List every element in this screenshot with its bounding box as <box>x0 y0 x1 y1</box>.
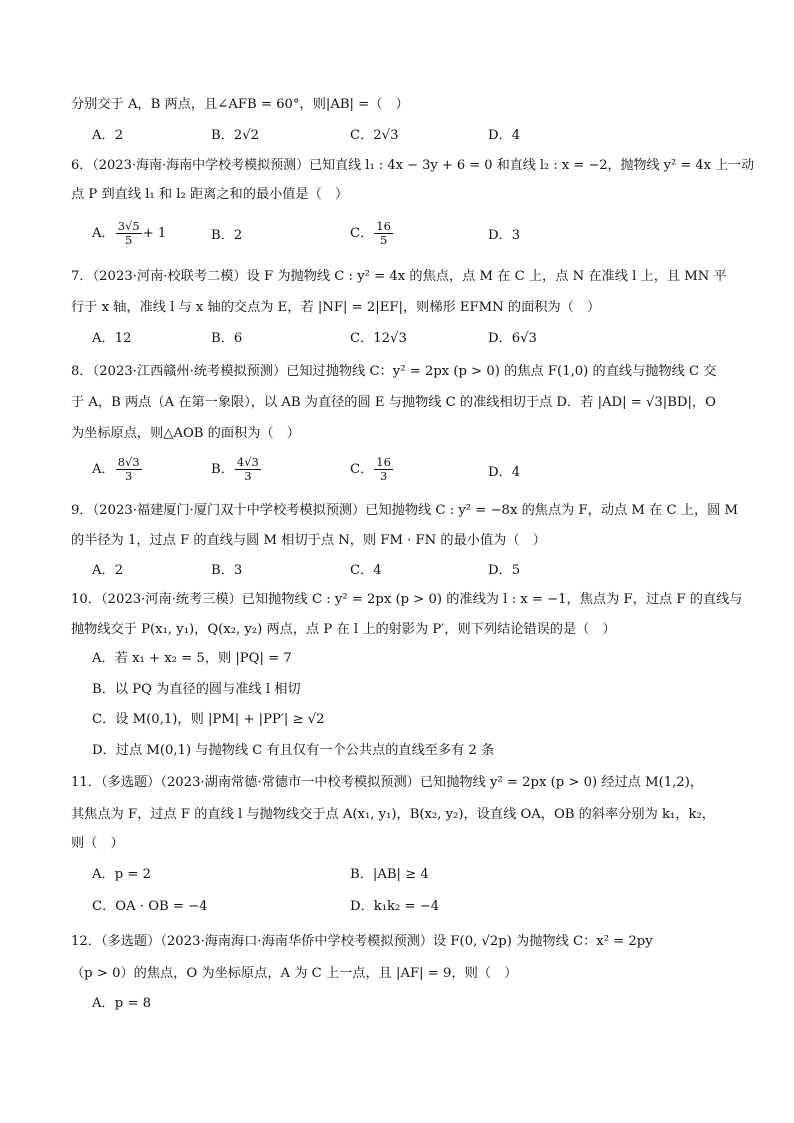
q9-option-b: B．3 <box>211 563 243 578</box>
q6-option-c-fraction <box>374 220 393 247</box>
q6-option-d: D．3 <box>488 228 521 243</box>
q8-option-b-numerator: 4√3 <box>236 455 259 469</box>
q8-option-c <box>350 456 394 483</box>
q7-line-2: 行于 x 轴，准线 l 与 x 轴的交点为 E，若 |NF| = 2|EF|，则梯形 EFMN 的面积为（ ） <box>71 300 601 315</box>
q8-option-a-numerator: 8√3 <box>117 455 140 469</box>
q8-option-b-denominator: 3 <box>244 469 252 483</box>
q11-line-2: 其焦点为 F，过点 F 的直线 l 与抛物线交于点 A(x₁, y₁)，B(x₂, y₂)，设直线 OA，OB 的斜率分别为 k₁，k₂， <box>71 807 715 822</box>
q8-line-3: 为坐标原点，则△AOB 的面积为（ ） <box>71 426 300 441</box>
q8-option-a-label: A． <box>92 462 115 477</box>
q11-option-a: A．p = 2 <box>92 867 151 882</box>
q9-line-2: 的半径为 1，过点 F 的直线与圆 M 相切于点 N，则 FM · FN 的最小值为（ ） <box>71 533 546 548</box>
q8-option-a-denominator: 3 <box>125 469 133 483</box>
q9-option-d: D．5 <box>488 563 521 578</box>
q7-option-a: A．12 <box>92 331 132 346</box>
q10-line-2: 抛物线交于 P(x₁, y₁)，Q(x₂, y₂) 两点，点 P 在 l 上的射影为 P′，则下列结论错误的是（ ） <box>71 622 616 637</box>
q8-line-1: 8．（2023·江西赣州·统考模拟预测）已知过抛物线 C：y² = 2px (p > 0) 的焦点 F(1,0) 的直线与抛物线 C 交 <box>71 364 717 379</box>
q12-line-2: （p > 0）的焦点，O 为坐标原点，A 为 C 上一点，且 |AF| = 9，则（ ） <box>71 966 518 981</box>
q6-option-a <box>92 220 166 247</box>
q8-option-c-label: C． <box>350 462 374 477</box>
q11-option-b: B．|AB| ≥ 4 <box>350 867 429 882</box>
q6-option-a-denominator: 5 <box>125 233 133 247</box>
q10-option-b: B．以 PQ 为直径的圆与准线 l 相切 <box>92 682 301 697</box>
q11-option-d: D．k₁k₂ = −4 <box>350 899 440 914</box>
q6-option-a-tail: + 1 <box>142 226 167 241</box>
q6-option-c-numerator: 16 <box>376 219 391 233</box>
q6-line-1: 6．（2023·海南·海南中学校考模拟预测）已知直线 l₁ : 4x − 3y + 6 = 0 和直线 l₂ : x = −2，抛物线 y² = 4x 上一动 <box>71 158 755 173</box>
q8-line-2: 于 A，B 两点（A 在第一象限），以 AB 为直径的圆 E 与抛物线 C 的准线相切于点 D．若 |AD| = √3|BD|，O <box>71 395 716 410</box>
q12-option-a: A．p = 8 <box>92 996 151 1011</box>
q5-stem-tail: 分别交于 A，B 两点，且∠AFB = 60°，则|AB| =（ ） <box>71 97 409 112</box>
q6-option-c-label: C． <box>350 226 374 241</box>
q8-option-a-fraction <box>116 456 142 483</box>
q7-option-b: B．6 <box>211 331 243 346</box>
q7-option-d: D．6√3 <box>488 331 537 346</box>
q9-option-a: A．2 <box>92 563 124 578</box>
q9-line-1: 9．（2023·福建厦门·厦门双十中学校考模拟预测）已知抛物线 C : y² = −8x 的焦点为 F，动点 M 在 C 上，圆 M <box>71 503 739 518</box>
q7-line-1: 7．（2023·河南·校联考二模）设 F 为抛物线 C : y² = 4x 的焦点，点 M 在 C 上，点 N 在准线 l 上，且 MN 平 <box>71 269 727 284</box>
q11-option-c: C．OA · OB = −4 <box>92 899 208 914</box>
q8-option-d: D．4 <box>488 465 521 480</box>
q5-option-a: A．2 <box>92 128 124 143</box>
q10-option-a: A．若 x₁ + x₂ = 5，则 |PQ| = 7 <box>92 651 292 666</box>
q8-option-a <box>92 456 143 483</box>
q6-option-a-fraction <box>116 220 142 247</box>
q8-option-b-fraction <box>235 456 261 483</box>
q8-option-c-denominator: 3 <box>379 469 388 483</box>
q11-line-3: 则（ ） <box>71 836 124 851</box>
q11-line-1: 11．（多选题）（2023·湖南常德·常德市一中校考模拟预测）已知抛物线 y² = 2px (p > 0) 经过点 M(1,2)， <box>71 775 704 790</box>
q7-option-c: C．12√3 <box>350 331 407 346</box>
q6-option-a-numerator: 3√5 <box>117 219 140 233</box>
q10-line-1: 10．（2023·河南·统考三模）已知抛物线 C : y² = 2px (p > 0) 的准线为 l : x = −1，焦点为 F，过点 F 的直线与 <box>71 592 743 607</box>
q10-option-c: C．设 M(0,1)，则 |PM| + |PP′| ≥ √2 <box>92 712 325 727</box>
q5-option-d: D．4 <box>488 128 521 143</box>
q8-option-b-label: B． <box>211 462 234 477</box>
q6-option-a-label: A． <box>92 226 115 241</box>
q8-option-c-numerator: 16 <box>376 455 391 469</box>
q10-option-d: D．过点 M(0,1) 与抛物线 C 有且仅有一个公共点的直线至多有 2 条 <box>92 743 495 758</box>
q5-option-b: B．2√2 <box>211 128 260 143</box>
q6-line-2: 点 P 到直线 l₁ 和 l₂ 距离之和的最小值是（ ） <box>71 187 349 202</box>
q8-option-b <box>211 456 262 483</box>
q8-option-c-fraction <box>374 456 393 483</box>
q6-option-c <box>350 220 394 247</box>
q9-option-c: C．4 <box>350 563 382 578</box>
q6-option-c-denominator: 5 <box>379 233 388 247</box>
q6-option-b: B．2 <box>211 228 243 243</box>
q12-line-1: 12．（多选题）（2023·海南海口·海南华侨中学校考模拟预测）设 F(0, √2p) 为抛物线 C：x² = 2py <box>71 934 653 949</box>
q5-option-c: C．2√3 <box>350 128 399 143</box>
